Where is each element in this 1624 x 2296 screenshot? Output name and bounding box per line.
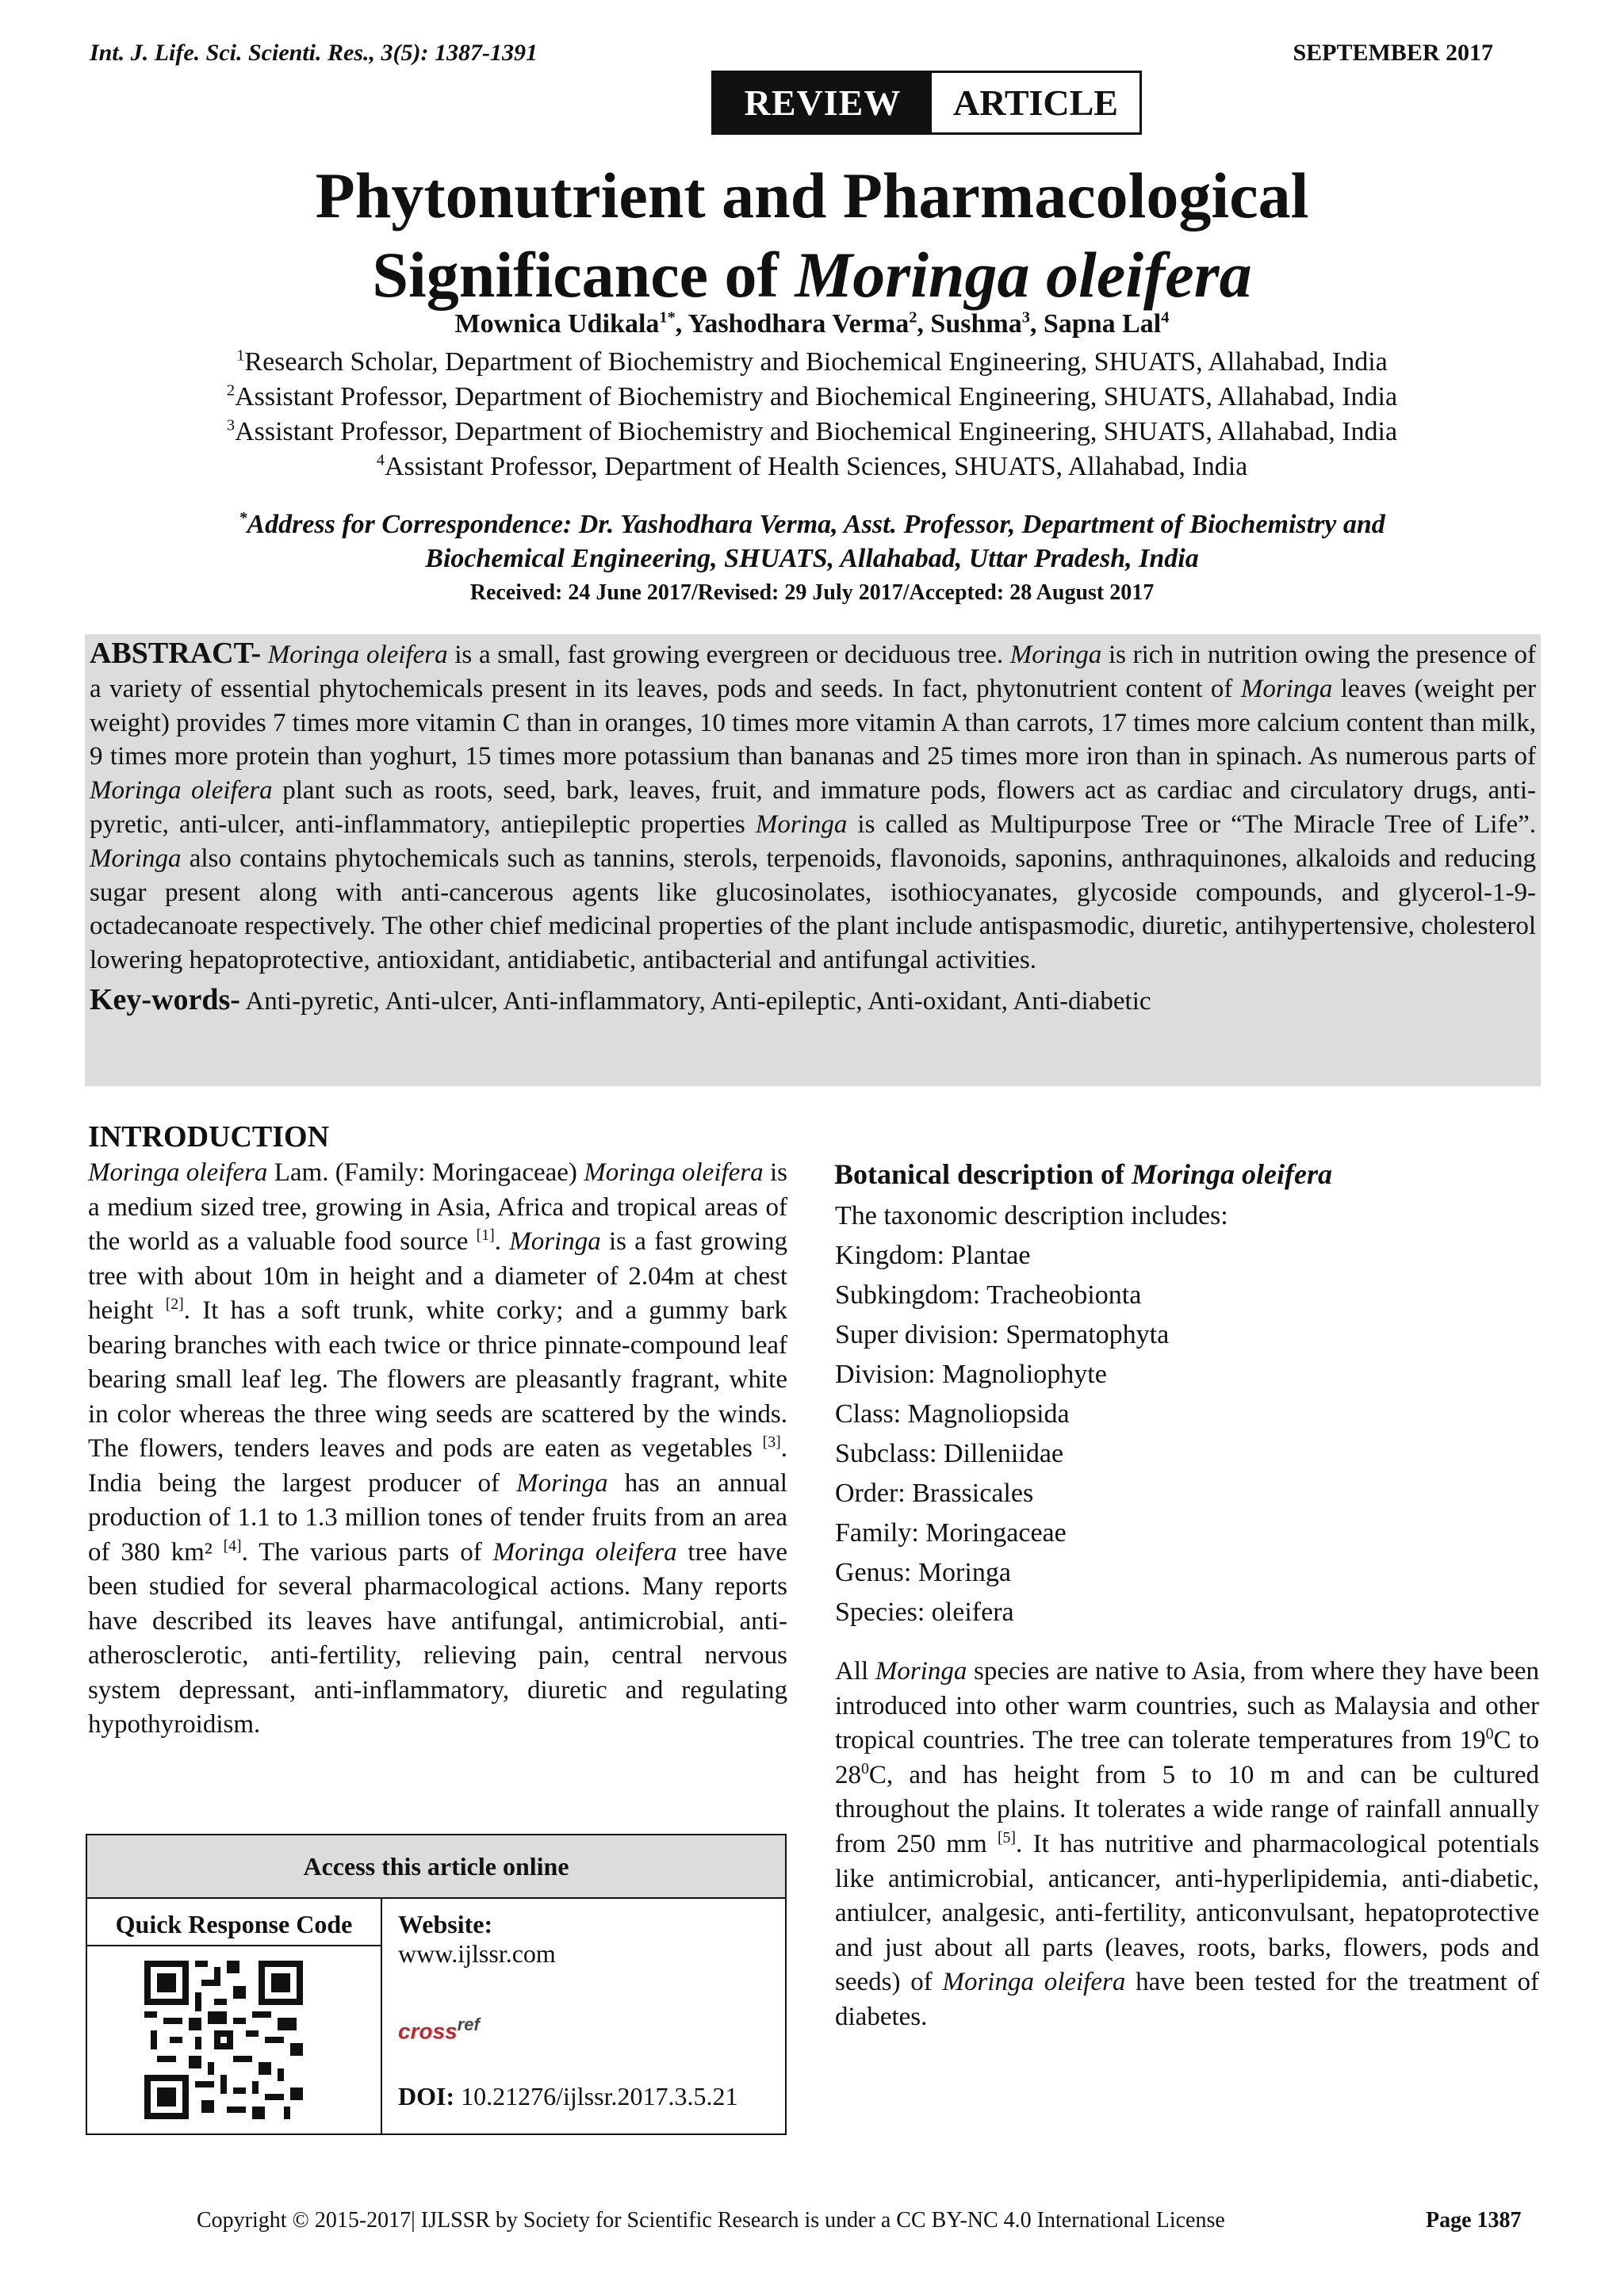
correspondence bbox=[119, 507, 1505, 576]
access-heading: Access this article online bbox=[87, 1835, 785, 1899]
title-line-1: Phytonutrient and Pharmacological bbox=[315, 159, 1309, 232]
text-run: is a small, fast growing evergreen or deciduous tree. bbox=[447, 641, 1010, 669]
taxonomy-division: Division: Magnoliophyte bbox=[835, 1360, 1107, 1389]
taxonomy-list bbox=[835, 1196, 1539, 1632]
taxonomy-family: Family: Moringaceae bbox=[835, 1518, 1067, 1548]
text-run: . It has nutritive and pharmacological potentials like antimicrobial, anticancer, anti-hyperlipidemia, anti-diabetic, antiulcer, analgesic, anti-fertility, anticonvulsant, hepatoprotective and just about all parts (leaves, roots, barks, flowers, pods and seeds) of bbox=[835, 1829, 1540, 1997]
text-run: C, and has height from 5 to 10 m and can be cultured throughout the plains. It tolerates a wide range of rainfall annually from 250 mm bbox=[835, 1760, 1539, 1858]
affiliation-3 bbox=[0, 415, 1624, 450]
text-run: is a medium sized tree, growing in Asia, Africa and tropical areas of the world as a valuable food source bbox=[88, 1158, 787, 1256]
qr-code-icon[interactable] bbox=[144, 1961, 303, 2119]
title-species: Moringa oleifera bbox=[795, 239, 1252, 311]
heading-prefix: Botanical description of bbox=[834, 1158, 1132, 1190]
title-line-2 bbox=[0, 235, 1624, 315]
citation-ref[interactable]: [3] bbox=[762, 1433, 781, 1451]
crossref-logo[interactable] bbox=[398, 2015, 785, 2044]
italic-term: Moringa bbox=[509, 1227, 601, 1256]
text-run: have been tested for the treatment of diabetes. bbox=[835, 1968, 1539, 2031]
taxonomy-subkingdom: Subkingdom: Tracheobionta bbox=[835, 1280, 1142, 1310]
title-prefix: Significance of bbox=[372, 239, 795, 311]
badge-article: ARTICLE bbox=[953, 82, 1118, 123]
affiliation-sup: 3 bbox=[226, 416, 236, 434]
doi-label: DOI: bbox=[398, 2082, 455, 2111]
citation-ref[interactable]: [5] bbox=[997, 1828, 1017, 1846]
text-run: is rich in nutrition owing the presence of a variety of essential phytochemicals present in its leaves, pods and seeds. In fact, phytonutrient content of bbox=[90, 641, 1536, 703]
taxonomy-kingdom: Kingdom: Plantae bbox=[835, 1241, 1031, 1270]
affiliation-sup: 2 bbox=[226, 381, 236, 400]
text-run: C to 28 bbox=[835, 1726, 1540, 1789]
affiliation-2 bbox=[0, 380, 1624, 415]
text-run: . The various parts of bbox=[241, 1537, 493, 1567]
taxonomy-intro: The taxonomic description includes: bbox=[835, 1201, 1228, 1230]
degree-sup: 0 bbox=[1485, 1725, 1494, 1743]
author-1-sup: 1* bbox=[659, 308, 676, 327]
website-link[interactable]: www.ijlssr.com bbox=[398, 1939, 556, 1968]
author-2: Yashodhara Verma bbox=[688, 309, 910, 339]
degree-sup: 0 bbox=[861, 1759, 869, 1777]
text-run: plant such as roots, seed, bark, leaves, fruit, and immature pods, flowers act as cardiac and circulatory drugs, anti-pyretic, anti-ulcer, anti-inflammatory, antiepileptic properties bbox=[90, 776, 1536, 839]
taxonomy-genus: Genus: Moringa bbox=[835, 1558, 1011, 1587]
text-run: leaves (weight per weight) provides 7 times more vitamin C than in oranges, 10 times more vitamin A than carrots, 17 times more calcium content than milk, 9 times more protein than yoghurt, 15 times more potassium than bananas and 25 times more iron than in spinach. As numerous parts of bbox=[90, 674, 1536, 771]
keywords-text: Anti-pyretic, Anti-ulcer, Anti-inflammatory, Anti-epileptic, Anti-oxidant, Anti-diabetic bbox=[239, 986, 1151, 1016]
italic-term: Moringa oleifera bbox=[942, 1968, 1126, 1997]
website-label: Website: bbox=[398, 1910, 493, 1938]
italic-term: Moringa oleifera bbox=[584, 1158, 764, 1187]
doi-value: 10.21276/ijlssr.2017.3.5.21 bbox=[454, 2082, 738, 2111]
italic-term: Moringa bbox=[516, 1468, 608, 1498]
botanical-paragraph bbox=[835, 1655, 1539, 2035]
text-run: tree have been studied for several pharmacological actions. Many reports have described its leaves have antifungal, antimicrobial, anti-atherosclerotic, anti-fertility, relieving pain, central nervous system depressant, anti-inflammatory, diuretic and regulating hypothyroidism. bbox=[88, 1537, 787, 1739]
text-run: is called as Multipurpose Tree or “The Miracle Tree of Life”. bbox=[847, 809, 1537, 839]
correspondence-line-1 bbox=[119, 507, 1505, 541]
italic-term: Moringa bbox=[90, 844, 182, 873]
author-3: Sushma bbox=[930, 309, 1022, 339]
text-run: . It has a soft trunk, white corky; and a gummy bark bearing branches with each twice or thrice pinnate-compound leaf bearing small leaf leg. The flowers are pleasantly fragrant, white in color whereas the three wing seeds are scattered by the winds. The flowers, tenders leaves and pods are eaten as vegetables bbox=[88, 1296, 787, 1463]
text-run: . India being the largest producer of bbox=[88, 1434, 787, 1498]
received-dates: Received: 24 June 2017/Revised: 29 July 2017/Accepted: 28 August 2017 bbox=[469, 580, 1155, 605]
website-cell bbox=[382, 1899, 785, 2135]
introduction-paragraph bbox=[88, 1156, 787, 1743]
affiliation-sup: 1 bbox=[236, 346, 245, 365]
text-run: All bbox=[835, 1657, 875, 1686]
text-run: has an annual production of 1.1 to 1.3 million tones of tender fruits from an area of 380 km² bbox=[88, 1468, 787, 1567]
abstract-box bbox=[85, 634, 1541, 1086]
text-run: . bbox=[494, 1227, 510, 1256]
text-run: also contains phytochemicals such as tannins, sterols, terpenoids, flavonoids, saponins, anthraquinones, alkaloids and reducing sugar present along with anti-cancerous agents like glucosinolates, isothiocyanates, glycoside compounds, and glycerol-1-9-octadecanoate respectively. The other chief medicinal properties of the plant include antispasmodic, diuretic, antihypertensive, cholesterol lowering hepatoprotective, antioxidant, antidiabetic, antibacterial and antifungal activities. bbox=[90, 844, 1536, 975]
article-title bbox=[0, 156, 1624, 315]
affiliation-4 bbox=[0, 450, 1624, 484]
crossref-main: cross bbox=[398, 2019, 458, 2044]
heading-species: Moringa oleifera bbox=[1132, 1158, 1333, 1190]
journal-citation: Int. J. Life. Sci. Scienti. Res., 3(5): 1387-1391 bbox=[90, 40, 538, 66]
article-type-badge bbox=[711, 71, 1142, 135]
access-row bbox=[87, 1899, 785, 2135]
citation-ref[interactable]: [4] bbox=[223, 1536, 242, 1555]
page-number: Page 1387 bbox=[1426, 2208, 1522, 2233]
keywords bbox=[90, 982, 1536, 1019]
access-article-box bbox=[86, 1834, 787, 2135]
correspondence-sup: * bbox=[239, 509, 247, 527]
taxonomy-class: Class: Magnoliopsida bbox=[835, 1399, 1070, 1429]
italic-term: Moringa bbox=[1009, 641, 1102, 669]
italic-term: Moringa oleifera bbox=[88, 1158, 268, 1187]
section-heading-botanical bbox=[834, 1158, 1332, 1191]
text-run: Lam. (Family: Moringaceae) bbox=[267, 1158, 584, 1187]
affiliation-text: Research Scholar, Department of Biochemistry and Biochemical Engineering, SHUATS, Allahabad, India bbox=[244, 347, 1388, 377]
affiliation-text: Assistant Professor, Department of Health Sciences, SHUATS, Allahabad, India bbox=[384, 452, 1248, 481]
correspondence-line-2: Biochemical Engineering, SHUATS, Allahabad, Uttar Pradesh, India bbox=[425, 544, 1199, 573]
citation-ref[interactable]: [2] bbox=[165, 1295, 184, 1313]
badge-review: REVIEW bbox=[714, 73, 932, 132]
abstract-text bbox=[90, 637, 1536, 978]
italic-term: Moringa bbox=[1240, 674, 1333, 703]
italic-term: Moringa bbox=[875, 1657, 967, 1686]
text-run: is a fast growing tree with about 10m in height and a diameter of 2.04m at chest height bbox=[88, 1227, 788, 1325]
taxonomy-order: Order: Brassicales bbox=[835, 1479, 1034, 1508]
text-run: species are native to Asia, from where they have been introduced into other warm countries, such as Malaysia and other tropical countries. The tree can tolerate temperatures from 19 bbox=[835, 1657, 1539, 1755]
keywords-label: Key-words- bbox=[90, 982, 240, 1016]
affiliation-sup: 4 bbox=[376, 451, 385, 469]
author-4-sup: 4 bbox=[1161, 308, 1170, 327]
copyright-notice: Copyright © 2015-2017| IJLSSR by Society for Scientific Research is under a CC BY-NC 4.0 International License bbox=[197, 2208, 1225, 2233]
crossref-sup: ref bbox=[457, 2015, 480, 2034]
taxonomy-species: Species: oleifera bbox=[835, 1598, 1014, 1627]
affiliation-text: Assistant Professor, Department of Biochemistry and Biochemical Engineering, SHUATS, Allahabad, India bbox=[235, 417, 1398, 446]
author-3-sup: 3 bbox=[1021, 308, 1030, 327]
affiliation-text: Assistant Professor, Department of Biochemistry and Biochemical Engineering, SHUATS, Allahabad, India bbox=[235, 382, 1398, 411]
taxonomy-subclass: Subclass: Dilleniidae bbox=[835, 1439, 1064, 1468]
italic-term: Moringa oleifera bbox=[90, 776, 273, 806]
author-2-sup: 2 bbox=[909, 308, 917, 327]
italic-term: Moringa oleifera bbox=[267, 641, 448, 669]
italic-term: Moringa oleifera bbox=[492, 1537, 677, 1567]
author-1: Mownica Udikala bbox=[454, 309, 660, 339]
issue-date: SEPTEMBER 2017 bbox=[1293, 40, 1493, 66]
section-heading-introduction: INTRODUCTION bbox=[88, 1120, 330, 1154]
correspondence-text: Address for Correspondence: Dr. Yashodhara Verma, Asst. Professor, Department of Biochemistry and bbox=[247, 510, 1385, 539]
taxonomy-superdivision: Super division: Spermatophyta bbox=[835, 1320, 1170, 1349]
qr-label: Quick Response Code bbox=[87, 1899, 381, 1946]
citation-ref[interactable]: [1] bbox=[476, 1226, 495, 1244]
affiliations bbox=[0, 345, 1624, 484]
author-list: Mownica Udikala$^{1*}$, Yashodhara Verma$^2$, Sushma$^3$, Sapna Lal$^4$ bbox=[454, 308, 1170, 339]
qr-cell bbox=[87, 1899, 382, 2135]
affiliation-1 bbox=[0, 345, 1624, 380]
doi[interactable] bbox=[398, 2082, 785, 2111]
italic-term: Moringa bbox=[755, 809, 848, 839]
author-4: Sapna Lal bbox=[1043, 309, 1162, 339]
abstract-label: ABSTRACT- bbox=[90, 637, 262, 670]
